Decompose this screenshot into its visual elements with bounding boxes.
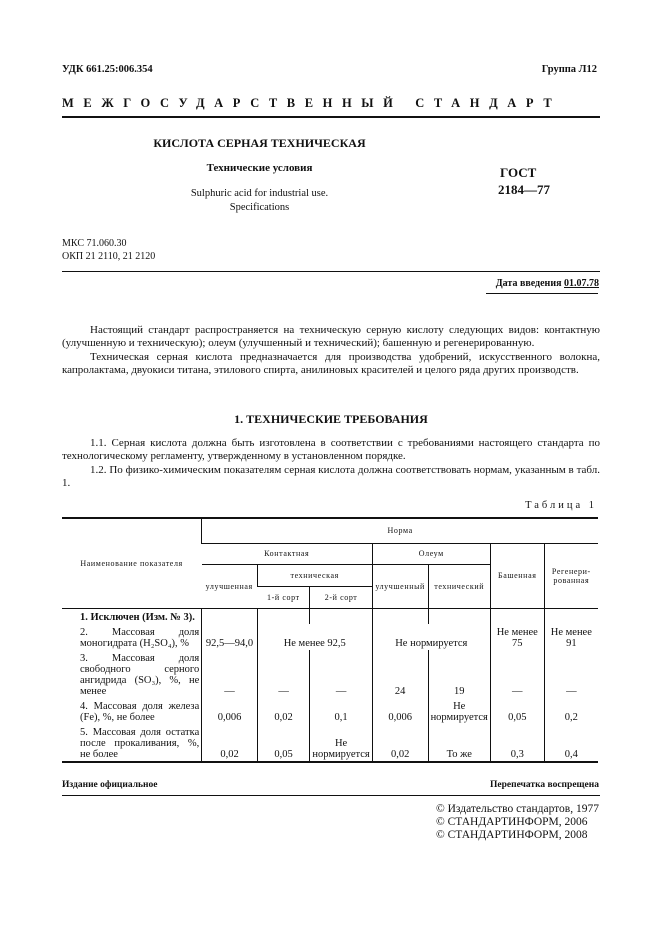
introduction-date-value: 01.07.78 (564, 278, 599, 289)
row-5-v3: Не нормируется (310, 724, 372, 762)
table-row (62, 624, 598, 650)
english-title-line2: Specifications (229, 202, 290, 213)
paragraph-1-1: 1.1. Серная кислота должна быть изготовлена в соответствии с требованиями настоящего стандарта по технологическому регламенту, утвержденному в установленном порядке. (62, 437, 600, 463)
row-3-v7: — (544, 650, 598, 698)
row-3-v4: 24 (372, 650, 428, 698)
document-subtitle: Технические условия (206, 162, 313, 174)
header-contact-technical: техническая (257, 564, 372, 586)
requirements-paragraphs (62, 437, 600, 491)
gost-number: 2184—77 (498, 182, 550, 197)
row-2-technical: Не менее 92,5 (257, 624, 372, 650)
header-norm: Норма (202, 518, 598, 543)
table-row (62, 698, 598, 724)
row-4-name: 4. Массовая доля железа (Fe), %, не более (80, 700, 200, 723)
row-2-regenerated: Не менее 91 (544, 624, 598, 650)
udk-code: УДК 661.25:006.354 (62, 64, 153, 75)
classification-codes (62, 237, 155, 263)
header-oleum-improved: улучшенный (372, 564, 428, 608)
reprint-prohibited-label: Перепечатка воспрещена (489, 780, 599, 790)
mks-code: МКС 71.060.30 (62, 238, 127, 249)
paragraph-1-2: 1.2. По физико-химическим показателям серная кислота должна соответствовать нормам, указанным в табл. 1. (62, 463, 600, 490)
table-row (62, 724, 598, 762)
header-tower: Башенная (490, 543, 544, 608)
table-row (62, 650, 598, 698)
row-3-v1: — (202, 650, 258, 698)
row-4-v1: 0,006 (202, 698, 258, 724)
row-1-name: 1. Исключен (Изм. № 3). (80, 611, 195, 623)
row-5-v4: 0,02 (372, 724, 428, 762)
row-3-name: 3. Массовая доля свободного серного ангидрида (SO₃), %, не менее (80, 652, 200, 697)
row-3-v2: — (257, 650, 310, 698)
group-code: Группа Л12 (541, 64, 597, 75)
document-title: КИСЛОТА СЕРНАЯ ТЕХНИЧЕСКАЯ (153, 136, 366, 150)
header-regenerated (544, 543, 598, 608)
paragraph-purpose: Техническая серная кислота предназначается для производства удобрений, искусственного волокна, капролактама, двуокиси титана, этилового спирта, анилиновых красителей и целого ряда других производств. (62, 350, 600, 377)
row-2-tower: Не менее 75 (490, 624, 544, 650)
row-4-v7: 0,2 (544, 698, 598, 724)
row-4-v5: Не нормируется (428, 698, 490, 724)
row-5-v5: То же (428, 724, 490, 762)
codes-rule (62, 271, 600, 272)
header-grade-1: 1-й сорт (257, 586, 310, 608)
row-5-v1: 0,02 (202, 724, 258, 762)
table-caption: Таблица 1 (525, 500, 597, 511)
row-5-v6: 0,3 (490, 724, 544, 762)
header-contact-improved: улучшенная (202, 564, 258, 608)
table-row (62, 608, 598, 624)
header-grade-2: 2-й сорт (310, 586, 372, 608)
paragraph-scope: Настоящий стандарт распространяется на техническую серную кислоту следующих видов: контактную (улучшенную и техническую); олеум (улучшенный и технический); башенную и регенерированную. (62, 324, 600, 350)
standard-banner: МЕЖГОСУДАРСТВЕННЫЙ СТАНДАРТ (62, 96, 562, 110)
row-3-v3: — (310, 650, 372, 698)
header-regenerated-line1: Регенери- (551, 566, 591, 576)
banner-rule (62, 116, 600, 118)
header-oleum: Олеум (372, 543, 490, 564)
okp-code: ОКП 21 2110, 21 2120 (62, 251, 156, 262)
header-indicator: Наименование показателя (62, 518, 202, 608)
header-contact: Контактная (202, 543, 372, 564)
copyright-line-1: © Издательство стандартов, 1977 (435, 803, 599, 815)
copyright-line-2: © СТАНДАРТИНФОРМ, 2006 (435, 816, 588, 828)
row-5-v7: 0,4 (544, 724, 598, 762)
row-3-v6: — (490, 650, 544, 698)
english-title-line1: Sulphuric acid for industrial use. (190, 188, 329, 199)
header-regenerated-line2: рованная (553, 575, 590, 585)
copyright-block (436, 803, 599, 842)
row-4-v4: 0,006 (372, 698, 428, 724)
requirements-table (62, 517, 598, 763)
row-4-v3: 0,1 (310, 698, 372, 724)
introduction-date-label: Дата введения (495, 278, 562, 289)
gost-label: ГОСТ (500, 165, 537, 180)
english-title (62, 187, 457, 215)
copyright-line-3: © СТАНДАРТИНФОРМ, 2008 (435, 829, 588, 841)
introduction-date (496, 278, 599, 289)
section-title: 1. ТЕХНИЧЕСКИЕ ТРЕБОВАНИЯ (234, 412, 428, 426)
row-5-name: 5. Массовая доля остатка после прокаливания, %, не более (62, 724, 202, 762)
row-2-oleum: Не нормируется (372, 624, 490, 650)
row-3-v5: 19 (428, 650, 490, 698)
row-2-improved: 92,5—94,0 (202, 624, 258, 650)
row-4-v2: 0,02 (257, 698, 310, 724)
header-oleum-technical: технический (428, 564, 490, 608)
intro-paragraphs (62, 324, 600, 378)
row-5-v2: 0,05 (257, 724, 310, 762)
date-rule (486, 293, 598, 294)
row-2-name: 2. Массовая доля моногидрата (H₂SO₄), % (80, 626, 200, 649)
footer-rule (62, 795, 600, 796)
official-edition-label: Издание официальное (62, 780, 158, 790)
row-4-v6: 0,05 (490, 698, 544, 724)
